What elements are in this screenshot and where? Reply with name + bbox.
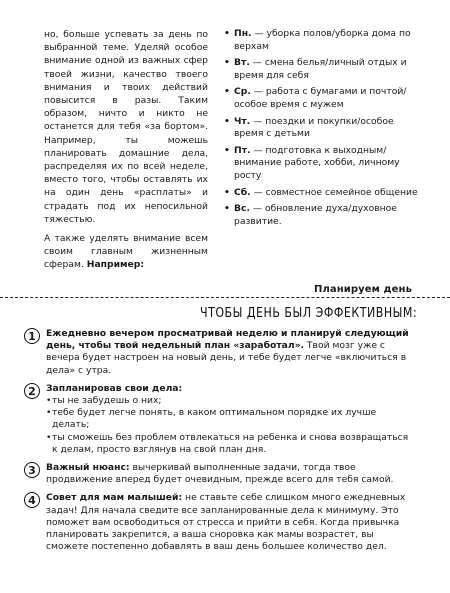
week-day-name: Пт.: [234, 144, 251, 156]
section-headline: ЧТОБЫ ДЕНЬ БЫЛ ЭФФЕКТИВНЫМ:: [200, 305, 418, 321]
tip-subitem: • тебе будет легче понять, в каком оптимальном порядке их лучше делать;: [46, 407, 416, 431]
week-day-text: — работа с бумагами и почтой/особое время с мужем: [234, 86, 407, 110]
number-circle-icon: 1: [24, 328, 40, 344]
week-day-name: Пн.: [234, 28, 252, 39]
top-section: [0, 0, 450, 275]
tip-subitem: • ты сможешь без проблем отвлекаться на ребенка и снова возвращаться к делам, просто взглянув на свой план дня.: [46, 432, 416, 456]
bullet-icon: •: [224, 57, 230, 69]
tip-sublist: [46, 395, 416, 456]
bullet-icon: •: [224, 203, 230, 215]
tip-subitem: • ты не забудешь о них;: [46, 395, 416, 407]
week-day-name: Сб.: [234, 186, 251, 198]
tip-bold: Запланировав свои дела:: [46, 382, 183, 394]
week-day-name: Ср.: [234, 86, 251, 98]
tip-bold: Важный нюанс:: [46, 462, 130, 474]
left-column: [44, 28, 208, 278]
week-day-text: — обновление духа/духовное развитие.: [234, 203, 397, 227]
tip-item-4: [24, 492, 416, 553]
bullet-icon: •: [224, 28, 230, 39]
left-paragraph-2: [44, 232, 208, 272]
tip-text: вычеркивай выполненные задачи, тогда твое продвижение вперед будет очевидным, прежде всего для тебя самой.: [46, 462, 394, 486]
week-days-list: [224, 28, 418, 232]
week-day-text: — поездки и покупки/особое время с детьми: [234, 115, 394, 140]
week-day-text: — совместное семейное общение: [253, 186, 418, 198]
week-day-item: [224, 28, 418, 53]
bullet-icon: •: [224, 186, 230, 198]
week-day-item: [224, 86, 418, 111]
bullet-icon: •: [224, 86, 230, 98]
tips-list: [24, 328, 416, 559]
week-day-item: [224, 57, 418, 82]
section-label: Планируем день: [314, 284, 412, 295]
week-day-text: — подготовка к выходным/внимание работе, хобби, личному росту: [234, 144, 400, 181]
tip-item-2: [24, 383, 416, 456]
tip-text: Твой мозг уже с вечера будет настроен на новый день, и тебе будет легче «включиться в дела» с утра.: [46, 340, 407, 376]
tip-bold: Ежедневно вечером просматривай неделю и планируй следующий день, чтобы твой недельный план «заработал».: [46, 328, 409, 352]
week-day-text: — уборка полов/уборка дома по верхам: [234, 28, 411, 52]
week-day-name: Вс.: [234, 203, 250, 215]
number-circle-icon: 2: [24, 383, 40, 399]
number-circle-icon: 4: [24, 492, 40, 508]
left-paragraph-2-text: А также уделять внимание всем своим главным жизненным сферам.: [44, 233, 208, 271]
week-day-item: [224, 187, 418, 200]
week-day-name: Вт.: [234, 57, 250, 69]
tip-text: не ставьте себе слишком много ежедневных задач! Для начала сведите все запланированные дела к минимуму. Это поможет вам освободиться от стресса и прийти в себя. Когда привычка планировать закрепится, а ваша сноровка как мамы возрастет, вы сможете постепенно добавлять в ваш день большее количество дел.: [46, 492, 406, 553]
tip-bold: Совет для мам малышей:: [46, 492, 183, 504]
number-circle-icon: 3: [24, 462, 40, 478]
left-paragraph-2-bold: Например:: [86, 259, 145, 271]
bullet-icon: •: [224, 144, 230, 156]
section-divider: [0, 297, 450, 298]
week-day-item: [224, 145, 418, 183]
tip-item-1: [24, 328, 416, 377]
week-day-item: [224, 116, 418, 141]
tip-item-3: [24, 462, 416, 486]
week-day-item: [224, 203, 418, 228]
left-paragraph-1: но, больше успевать за день по выбранной теме. Уделяй особое внимание одной из важных сфер твоей жизни, качество твоего внимания и твоих действий повысится в разы. Таким образом, ничто и никто не останется для тебя «за бортом». Например, ты можешь планировать домашние дела, распределяя их по всей неделе, вместо того, чтобы оставлять их на один день «расплаты» и страдать под их непосильной тяжестью.: [44, 29, 208, 225]
week-day-name: Чт.: [234, 115, 251, 127]
bullet-icon: •: [224, 115, 230, 127]
week-day-text: — смена белья/личный отдых и время для себя: [234, 57, 407, 81]
